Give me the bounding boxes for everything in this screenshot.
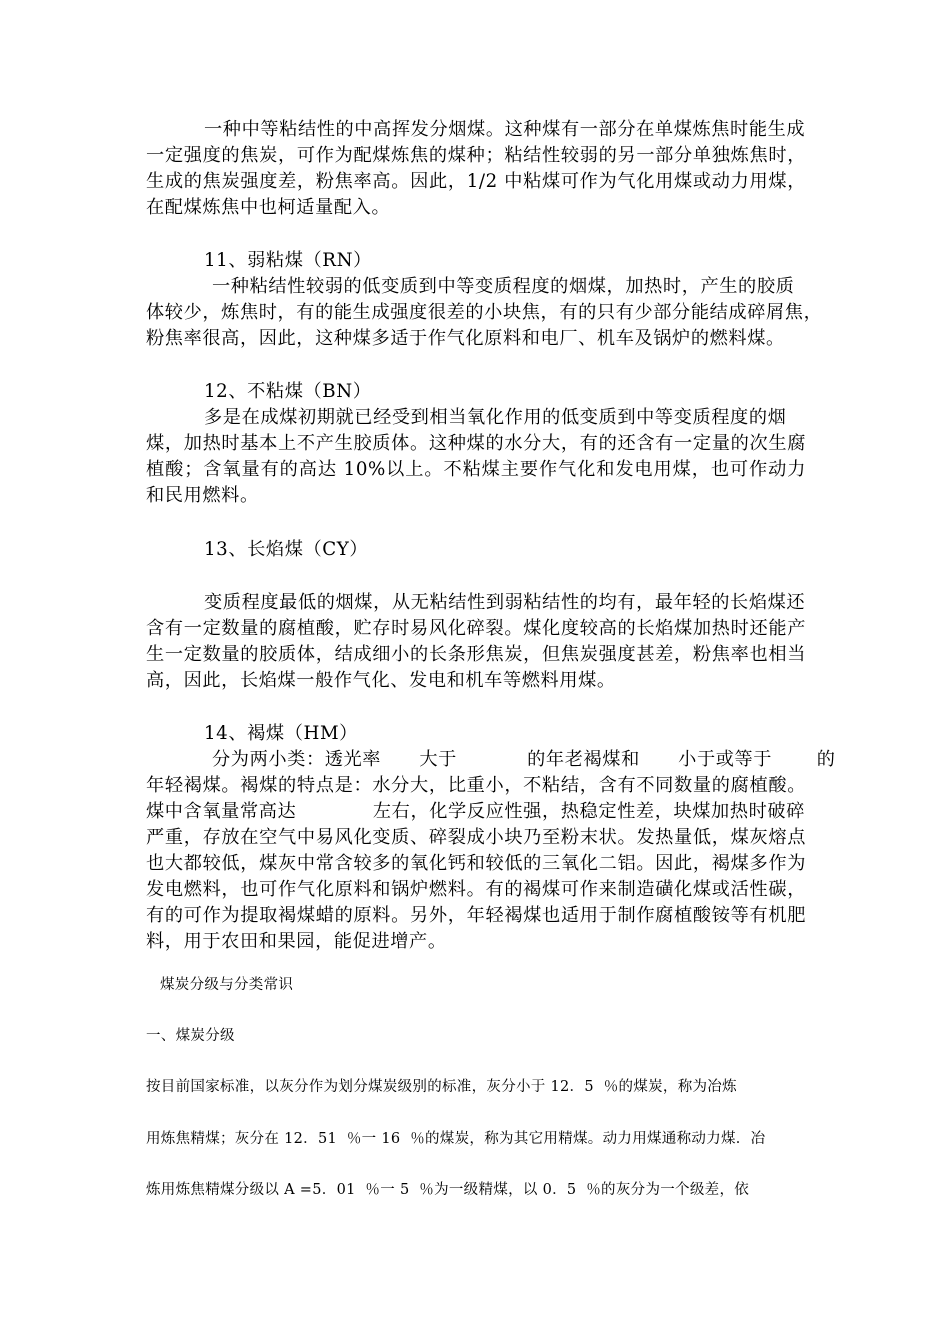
paragraph-line: 分为两小类：透光率 大于 的年老褐煤和 小于或等于 的 [212,749,836,770]
paragraph-line: 发电燃料，也可作气化原料和锅炉燃料。有的褐煤可作来制造磺化煤或活性碳， [146,879,806,900]
paragraph-line: 生一定数量的胶质体，结成细小的长条形焦炭，但焦炭强度甚差，粉焦率也相当 [146,644,806,665]
section-title: 煤炭分级与分类常识 [160,977,294,993]
paragraph-line: 按目前国家标准，以灰分作为划分煤炭级别的标准，灰分小于 12．5 ％的煤炭，称为冶炼 [146,1079,737,1095]
paragraph-line: 多是在成煤初期就已经受到相当氧化作用的低变质到中等变质程度的烟 [204,407,787,428]
paragraph-line: 和民用燃料。 [146,485,259,506]
paragraph-line: 生成的焦炭强度差，粉焦率高。因此，1/2 中粘煤可作为气化用煤或动力用煤， [146,171,806,192]
section-heading: 13、长焰煤（CY） [204,539,369,560]
paragraph-line: 严重，存放在空气中易风化变质、碎裂成小块乃至粉末状。发热量低，煤灰熔点 [146,827,806,848]
paragraph-line: 用炼焦精煤；灰分在 12．51 ％一 16 ％的煤炭，称为其它用精煤。动力用煤通称动力煤．冶 [146,1131,766,1147]
paragraph-line: 含有一定数量的腐植酸，贮存时易风化碎裂。煤化度较高的长焰煤加热时还能产 [146,618,806,639]
paragraph-line: 植酸；含氧量有的高达 10%以上。不粘煤主要作气化和发电用煤，也可作动力 [146,459,806,480]
section-heading: 12、不粘煤（BN） [204,381,372,402]
paragraph-line: 变质程度最低的烟煤，从无粘结性到弱粘结性的均有，最年轻的长焰煤还 [204,592,806,613]
paragraph-line: 年轻褐煤。褐煤的特点是：水分大，比重小，不粘结，含有不同数量的腐植酸。 [146,775,806,796]
paragraph-line: 一定强度的焦炭，可作为配煤炼焦的煤种；粘结性较弱的另一部分单独炼焦时， [146,145,806,166]
paragraph-line: 高，因此，长焰煤一般作气化、发电和机车等燃料用煤。 [146,670,616,691]
paragraph-line: 也大都较低，煤灰中常含较多的氧化钙和较低的三氧化二铝。因此，褐煤多作为 [146,853,806,874]
paragraph-line: 煤，加热时基本上不产生胶质体。这种煤的水分大，有的还含有一定量的次生腐 [146,433,806,454]
paragraph-line: 一种粘结性较弱的低变质到中等变质程度的烟煤，加热时，产生的胶质 [212,276,795,297]
paragraph-line: 炼用炼焦精煤分级以 A =5．01 ％一 5 ％为一级精煤，以 0．5 ％的灰分为一个级差，依 [146,1182,750,1198]
paragraph-line: 一种中等粘结性的中高挥发分烟煤。这种煤有一部分在单煤炼焦时能生成 [204,119,806,140]
paragraph-line: 有的可作为提取褐煤蜡的原料。另外，年轻褐煤也适用于制作腐植酸铵等有机肥 [146,905,806,926]
section-heading: 11、弱粘煤（RN） [204,250,372,271]
section-heading: 14、褐煤（HM） [204,723,358,744]
paragraph-line: 在配煤炼焦中也柯适量配入。 [146,197,391,218]
paragraph-line: 料，用于农田和果园，能促进增产。 [146,931,447,952]
paragraph-line: 煤中含氧量常高达 左右，化学反应性强，热稳定性差，块煤加热时破碎 [146,801,805,822]
section-subtitle: 一、煤炭分级 [146,1028,235,1044]
paragraph-line: 粉焦率很高，因此，这种煤多适于作气化原料和电厂、机车及锅炉的燃料煤。 [146,328,785,349]
paragraph-line: 体较少，炼焦时，有的能生成强度很差的小块焦，有的只有少部分能结成碎屑焦， [146,302,823,323]
